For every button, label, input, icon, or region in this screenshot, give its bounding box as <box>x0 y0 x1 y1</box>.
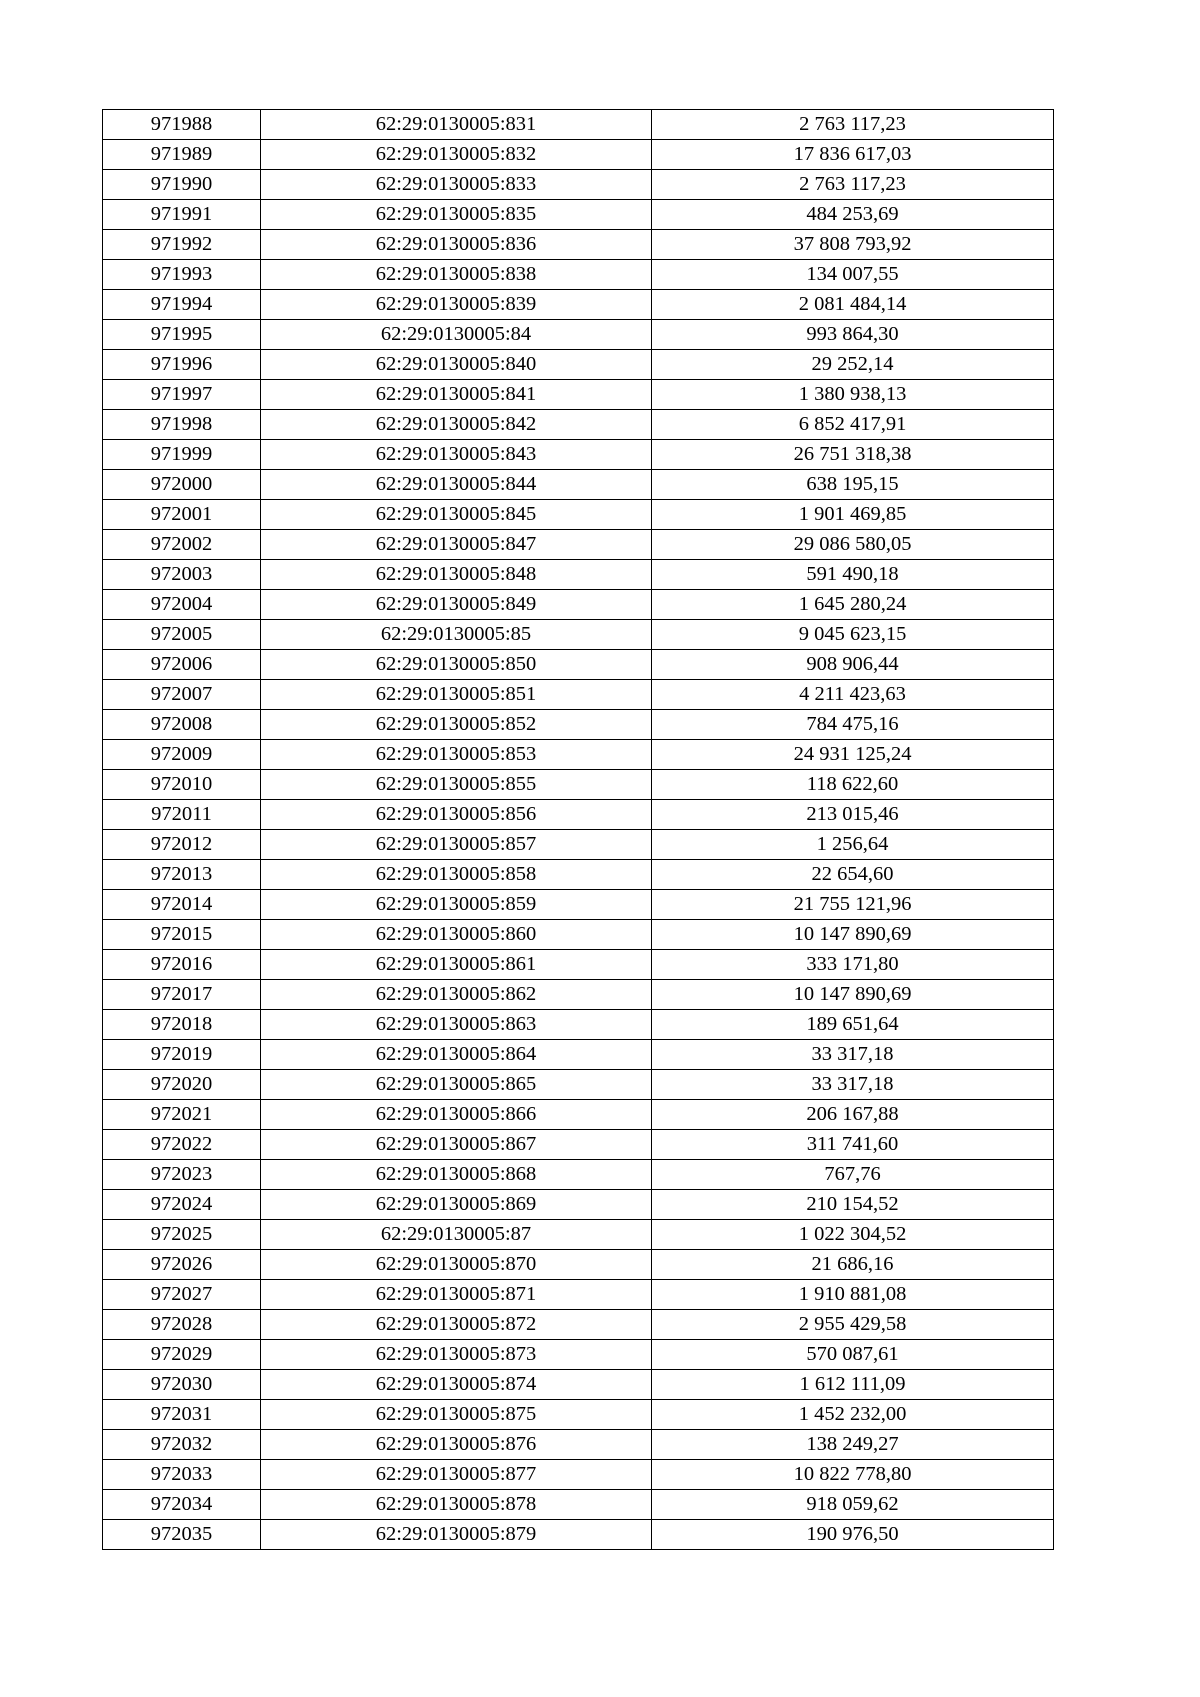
table-row <box>103 380 1054 410</box>
cadastral-number-cell: 62:29:0130005:841 <box>261 380 652 410</box>
cadastral-number-cell: 62:29:0130005:871 <box>261 1280 652 1310</box>
cadastral-number-cell: 62:29:0130005:866 <box>261 1100 652 1130</box>
table-row <box>103 1310 1054 1340</box>
table-row <box>103 260 1054 290</box>
cadastral-value-cell: 206 167,88 <box>652 1100 1054 1130</box>
cadastral-value-cell: 29 252,14 <box>652 350 1054 380</box>
cadastral-value-cell: 1 022 304,52 <box>652 1220 1054 1250</box>
cadastral-value-cell: 2 081 484,14 <box>652 290 1054 320</box>
cadastral-value-cell: 1 645 280,24 <box>652 590 1054 620</box>
row-number-cell: 972008 <box>103 710 261 740</box>
table-row <box>103 230 1054 260</box>
cadastral-value-cell: 638 195,15 <box>652 470 1054 500</box>
table-row <box>103 680 1054 710</box>
cadastral-value-table <box>102 109 1054 1550</box>
table-row <box>103 560 1054 590</box>
row-number-cell: 972026 <box>103 1250 261 1280</box>
row-number-cell: 972024 <box>103 1190 261 1220</box>
cadastral-number-cell: 62:29:0130005:85 <box>261 620 652 650</box>
table-row <box>103 620 1054 650</box>
table-row <box>103 1490 1054 1520</box>
row-number-cell: 971996 <box>103 350 261 380</box>
cadastral-number-cell: 62:29:0130005:844 <box>261 470 652 500</box>
row-number-cell: 972003 <box>103 560 261 590</box>
cadastral-value-cell: 767,76 <box>652 1160 1054 1190</box>
row-number-cell: 972012 <box>103 830 261 860</box>
cadastral-number-cell: 62:29:0130005:865 <box>261 1070 652 1100</box>
row-number-cell: 972018 <box>103 1010 261 1040</box>
cadastral-number-cell: 62:29:0130005:831 <box>261 110 652 140</box>
row-number-cell: 972004 <box>103 590 261 620</box>
table-row <box>103 1430 1054 1460</box>
cadastral-value-cell: 22 654,60 <box>652 860 1054 890</box>
cadastral-number-cell: 62:29:0130005:861 <box>261 950 652 980</box>
table-row <box>103 440 1054 470</box>
row-number-cell: 971998 <box>103 410 261 440</box>
table-row <box>103 590 1054 620</box>
cadastral-value-cell: 9 045 623,15 <box>652 620 1054 650</box>
cadastral-number-cell: 62:29:0130005:867 <box>261 1130 652 1160</box>
table-row <box>103 500 1054 530</box>
row-number-cell: 971994 <box>103 290 261 320</box>
row-number-cell: 972033 <box>103 1460 261 1490</box>
cadastral-value-cell: 2 763 117,23 <box>652 110 1054 140</box>
cadastral-number-cell: 62:29:0130005:850 <box>261 650 652 680</box>
row-number-cell: 972022 <box>103 1130 261 1160</box>
row-number-cell: 971992 <box>103 230 261 260</box>
table-row <box>103 740 1054 770</box>
table-row <box>103 1010 1054 1040</box>
row-number-cell: 971999 <box>103 440 261 470</box>
cadastral-value-cell: 311 741,60 <box>652 1130 1054 1160</box>
row-number-cell: 972006 <box>103 650 261 680</box>
row-number-cell: 972027 <box>103 1280 261 1310</box>
cadastral-value-cell: 189 651,64 <box>652 1010 1054 1040</box>
row-number-cell: 972028 <box>103 1310 261 1340</box>
table-row <box>103 1220 1054 1250</box>
cadastral-value-cell: 134 007,55 <box>652 260 1054 290</box>
cadastral-number-cell: 62:29:0130005:869 <box>261 1190 652 1220</box>
row-number-cell: 972035 <box>103 1520 261 1550</box>
cadastral-value-cell: 138 249,27 <box>652 1430 1054 1460</box>
cadastral-value-cell: 10 147 890,69 <box>652 920 1054 950</box>
row-number-cell: 972016 <box>103 950 261 980</box>
row-number-cell: 972021 <box>103 1100 261 1130</box>
cadastral-value-cell: 993 864,30 <box>652 320 1054 350</box>
cadastral-value-cell: 190 976,50 <box>652 1520 1054 1550</box>
cadastral-number-cell: 62:29:0130005:840 <box>261 350 652 380</box>
row-number-cell: 972034 <box>103 1490 261 1520</box>
table-row <box>103 1340 1054 1370</box>
table-body <box>103 110 1054 1550</box>
row-number-cell: 972001 <box>103 500 261 530</box>
cadastral-number-cell: 62:29:0130005:833 <box>261 170 652 200</box>
table-row <box>103 1400 1054 1430</box>
table-row <box>103 1130 1054 1160</box>
cadastral-number-cell: 62:29:0130005:839 <box>261 290 652 320</box>
table-row <box>103 950 1054 980</box>
cadastral-number-cell: 62:29:0130005:835 <box>261 200 652 230</box>
row-number-cell: 972019 <box>103 1040 261 1070</box>
cadastral-number-cell: 62:29:0130005:858 <box>261 860 652 890</box>
cadastral-number-cell: 62:29:0130005:860 <box>261 920 652 950</box>
cadastral-number-cell: 62:29:0130005:862 <box>261 980 652 1010</box>
cadastral-number-cell: 62:29:0130005:859 <box>261 890 652 920</box>
table-row <box>103 1460 1054 1490</box>
table-row <box>103 290 1054 320</box>
cadastral-number-cell: 62:29:0130005:873 <box>261 1340 652 1370</box>
cadastral-value-cell: 21 686,16 <box>652 1250 1054 1280</box>
table-row <box>103 1040 1054 1070</box>
row-number-cell: 971997 <box>103 380 261 410</box>
cadastral-value-cell: 2 955 429,58 <box>652 1310 1054 1340</box>
cadastral-number-cell: 62:29:0130005:852 <box>261 710 652 740</box>
cadastral-value-cell: 1 612 111,09 <box>652 1370 1054 1400</box>
table-row <box>103 920 1054 950</box>
row-number-cell: 972032 <box>103 1430 261 1460</box>
table-row <box>103 710 1054 740</box>
table-row <box>103 1280 1054 1310</box>
cadastral-number-cell: 62:29:0130005:868 <box>261 1160 652 1190</box>
cadastral-value-cell: 1 452 232,00 <box>652 1400 1054 1430</box>
cadastral-number-cell: 62:29:0130005:879 <box>261 1520 652 1550</box>
table-row <box>103 890 1054 920</box>
cadastral-number-cell: 62:29:0130005:877 <box>261 1460 652 1490</box>
table-row <box>103 1070 1054 1100</box>
cadastral-value-cell: 6 852 417,91 <box>652 410 1054 440</box>
cadastral-value-cell: 213 015,46 <box>652 800 1054 830</box>
cadastral-value-cell: 37 808 793,92 <box>652 230 1054 260</box>
row-number-cell: 971991 <box>103 200 261 230</box>
cadastral-number-cell: 62:29:0130005:864 <box>261 1040 652 1070</box>
cadastral-number-cell: 62:29:0130005:838 <box>261 260 652 290</box>
cadastral-number-cell: 62:29:0130005:857 <box>261 830 652 860</box>
cadastral-value-cell: 10 147 890,69 <box>652 980 1054 1010</box>
cadastral-value-cell: 1 910 881,08 <box>652 1280 1054 1310</box>
cadastral-value-cell: 908 906,44 <box>652 650 1054 680</box>
table-row <box>103 830 1054 860</box>
cadastral-number-cell: 62:29:0130005:843 <box>261 440 652 470</box>
table-row <box>103 170 1054 200</box>
cadastral-value-cell: 1 256,64 <box>652 830 1054 860</box>
row-number-cell: 972005 <box>103 620 261 650</box>
row-number-cell: 972025 <box>103 1220 261 1250</box>
cadastral-number-cell: 62:29:0130005:832 <box>261 140 652 170</box>
cadastral-number-cell: 62:29:0130005:851 <box>261 680 652 710</box>
cadastral-value-cell: 591 490,18 <box>652 560 1054 590</box>
cadastral-number-cell: 62:29:0130005:876 <box>261 1430 652 1460</box>
cadastral-number-cell: 62:29:0130005:842 <box>261 410 652 440</box>
cadastral-value-cell: 2 763 117,23 <box>652 170 1054 200</box>
cadastral-number-cell: 62:29:0130005:848 <box>261 560 652 590</box>
row-number-cell: 972031 <box>103 1400 261 1430</box>
row-number-cell: 972002 <box>103 530 261 560</box>
row-number-cell: 971995 <box>103 320 261 350</box>
cadastral-number-cell: 62:29:0130005:856 <box>261 800 652 830</box>
row-number-cell: 971989 <box>103 140 261 170</box>
cadastral-value-cell: 918 059,62 <box>652 1490 1054 1520</box>
table-row <box>103 800 1054 830</box>
cadastral-number-cell: 62:29:0130005:872 <box>261 1310 652 1340</box>
cadastral-value-cell: 29 086 580,05 <box>652 530 1054 560</box>
row-number-cell: 972020 <box>103 1070 261 1100</box>
table-row <box>103 140 1054 170</box>
cadastral-number-cell: 62:29:0130005:870 <box>261 1250 652 1280</box>
row-number-cell: 972014 <box>103 890 261 920</box>
table-row <box>103 200 1054 230</box>
cadastral-value-cell: 333 171,80 <box>652 950 1054 980</box>
cadastral-number-cell: 62:29:0130005:845 <box>261 500 652 530</box>
table-row <box>103 1100 1054 1130</box>
cadastral-value-cell: 33 317,18 <box>652 1040 1054 1070</box>
cadastral-value-cell: 4 211 423,63 <box>652 680 1054 710</box>
cadastral-value-cell: 21 755 121,96 <box>652 890 1054 920</box>
row-number-cell: 972030 <box>103 1370 261 1400</box>
table-row <box>103 770 1054 800</box>
cadastral-value-cell: 26 751 318,38 <box>652 440 1054 470</box>
row-number-cell: 972007 <box>103 680 261 710</box>
cadastral-number-cell: 62:29:0130005:863 <box>261 1010 652 1040</box>
cadastral-value-cell: 784 475,16 <box>652 710 1054 740</box>
table-row <box>103 1190 1054 1220</box>
cadastral-number-cell: 62:29:0130005:84 <box>261 320 652 350</box>
table-row <box>103 980 1054 1010</box>
table-row <box>103 530 1054 560</box>
row-number-cell: 972013 <box>103 860 261 890</box>
cadastral-number-cell: 62:29:0130005:878 <box>261 1490 652 1520</box>
cadastral-value-cell: 17 836 617,03 <box>652 140 1054 170</box>
cadastral-value-cell: 570 087,61 <box>652 1340 1054 1370</box>
table-row <box>103 1160 1054 1190</box>
cadastral-value-cell: 484 253,69 <box>652 200 1054 230</box>
table-row <box>103 470 1054 500</box>
row-number-cell: 972010 <box>103 770 261 800</box>
cadastral-number-cell: 62:29:0130005:87 <box>261 1220 652 1250</box>
cadastral-number-cell: 62:29:0130005:874 <box>261 1370 652 1400</box>
cadastral-number-cell: 62:29:0130005:847 <box>261 530 652 560</box>
row-number-cell: 972017 <box>103 980 261 1010</box>
table-row <box>103 110 1054 140</box>
cadastral-value-cell: 210 154,52 <box>652 1190 1054 1220</box>
table-row <box>103 1250 1054 1280</box>
row-number-cell: 972015 <box>103 920 261 950</box>
cadastral-value-cell: 10 822 778,80 <box>652 1460 1054 1490</box>
cadastral-value-cell: 1 901 469,85 <box>652 500 1054 530</box>
row-number-cell: 971993 <box>103 260 261 290</box>
table-row <box>103 320 1054 350</box>
cadastral-number-cell: 62:29:0130005:853 <box>261 740 652 770</box>
table-row <box>103 1520 1054 1550</box>
table-row <box>103 350 1054 380</box>
row-number-cell: 971990 <box>103 170 261 200</box>
cadastral-number-cell: 62:29:0130005:836 <box>261 230 652 260</box>
table-row <box>103 650 1054 680</box>
row-number-cell: 972009 <box>103 740 261 770</box>
cadastral-value-cell: 118 622,60 <box>652 770 1054 800</box>
row-number-cell: 972011 <box>103 800 261 830</box>
cadastral-value-cell: 24 931 125,24 <box>652 740 1054 770</box>
cadastral-value-cell: 33 317,18 <box>652 1070 1054 1100</box>
table-row <box>103 410 1054 440</box>
row-number-cell: 972029 <box>103 1340 261 1370</box>
cadastral-value-cell: 1 380 938,13 <box>652 380 1054 410</box>
row-number-cell: 971988 <box>103 110 261 140</box>
cadastral-number-cell: 62:29:0130005:849 <box>261 590 652 620</box>
table-row <box>103 1370 1054 1400</box>
cadastral-number-cell: 62:29:0130005:875 <box>261 1400 652 1430</box>
row-number-cell: 972023 <box>103 1160 261 1190</box>
row-number-cell: 972000 <box>103 470 261 500</box>
cadastral-number-cell: 62:29:0130005:855 <box>261 770 652 800</box>
table-row <box>103 860 1054 890</box>
